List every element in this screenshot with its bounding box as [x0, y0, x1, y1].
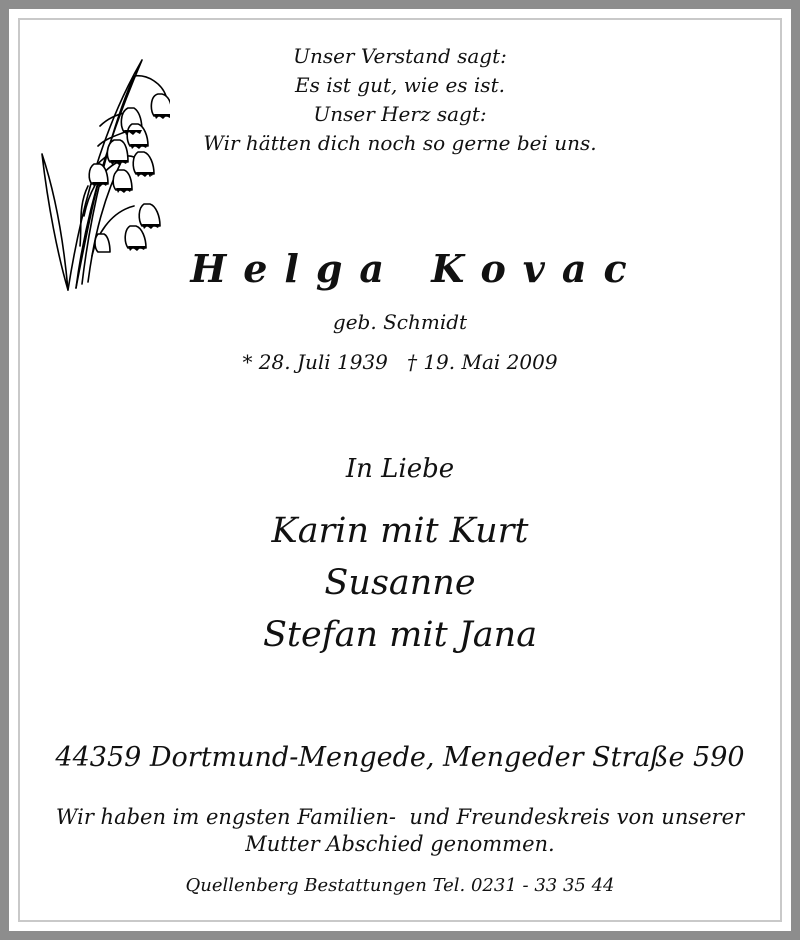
life-dates: * 28. Juli 1939 † 19. Mai 2009 [242, 350, 558, 374]
note-line: Mutter Abschied genommen. [245, 832, 555, 856]
mourners-intro: In Liebe [345, 454, 455, 484]
poem-line: Es ist gut, wie es ist. [295, 73, 505, 97]
birth-name: geb. Schmidt [332, 310, 468, 334]
note-line: Wir haben im engsten Familien- und Freundeskreis von unserer [55, 805, 745, 829]
poem-line: Unser Verstand sagt: [293, 44, 507, 68]
poem-line: Unser Herz sagt: [313, 102, 487, 126]
mourner-name: Susanne [324, 563, 476, 603]
mourners-names [0, 505, 800, 661]
poem [100, 42, 700, 158]
mourner-name: Stefan mit Jana [262, 615, 538, 655]
mourner-name: Karin mit Kurt [271, 511, 529, 551]
undertaker-info: Quellenberg Bestattungen Tel. 0231 - 33 35 44 [185, 875, 615, 896]
address: 44359 Dortmund-Mengede, Mengeder Straße 590 [55, 742, 745, 773]
farewell-note [0, 804, 800, 858]
poem-line: Wir hätten dich noch so gerne bei uns. [203, 131, 597, 155]
deceased-name: Helga Kovac [190, 246, 644, 291]
